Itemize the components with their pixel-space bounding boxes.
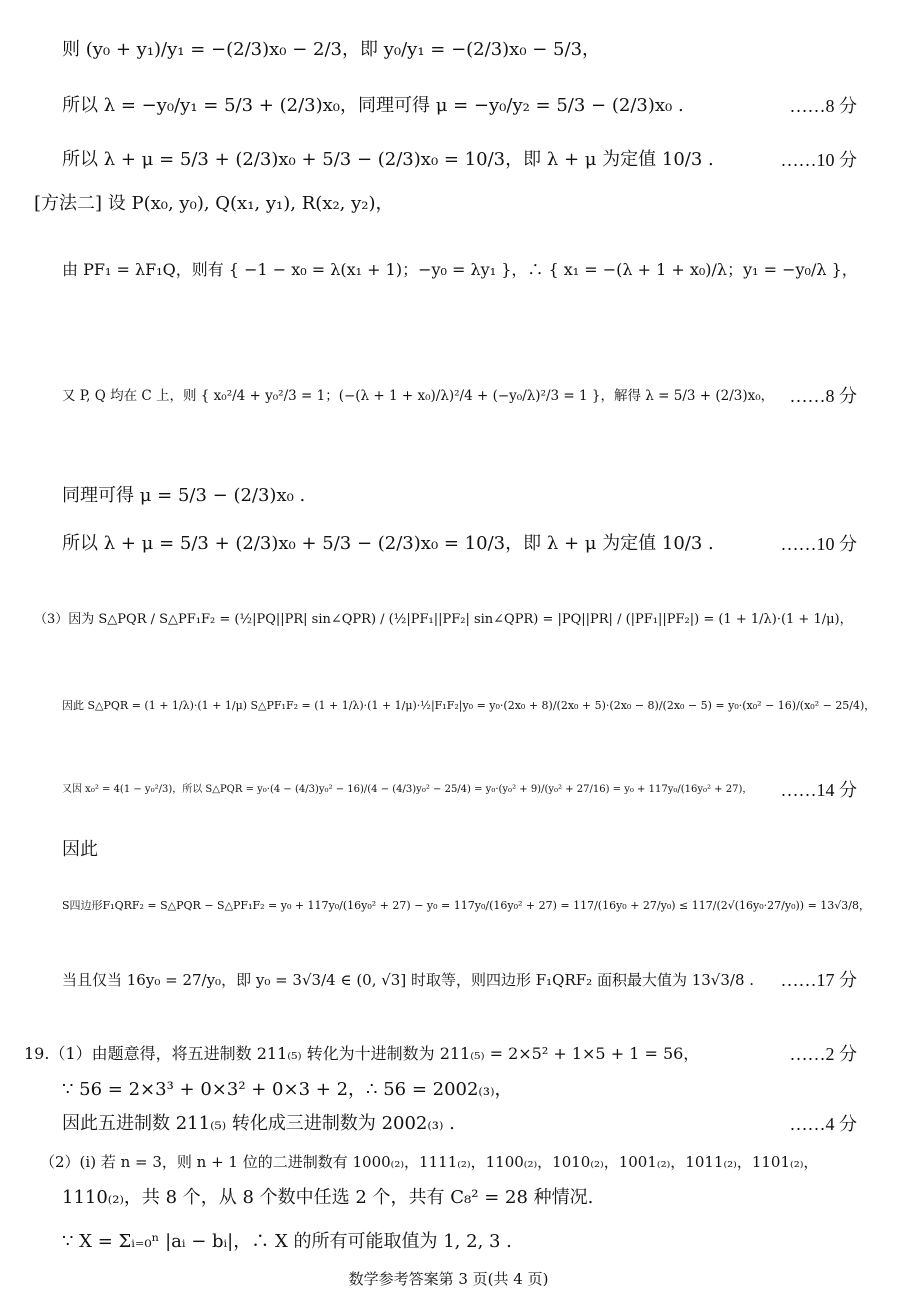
problem-19-heading: 19.（1）由题意得，将五进制数 211₍₅₎ 转化为十进制数为 211₍₅₎ = 2×5² + 1×5 + 1 = 56， (24, 1044, 700, 1063)
solution-text: （2）(i) 若 n = 3，则 n + 1 位的二进制数有 1000₍₂₎，1111₍₂₎，1100₍₂₎，1010₍₂₎，1001₍₂₎，1011₍₂₎，1101₍₂₎， (40, 1153, 819, 1171)
solution-line (0, 686, 897, 726)
score-mark: ……4 分 (789, 1114, 857, 1134)
solution-line (0, 86, 897, 126)
solution-text: 所以 λ = −y₀/y₁ = 5/3 + (2/3)x₀，同理可得 μ = −y₀/y₂ = 5/3 − (2/3)x₀ . (62, 95, 684, 116)
score-mark: ……10 分 (780, 534, 857, 554)
solution-line (0, 524, 897, 564)
solution-text: 因此五进制数 211₍₅₎ 转化成三进制数为 2002₍₃₎ . (62, 1113, 455, 1134)
solution-line (0, 1142, 897, 1182)
score-mark: ……17 分 (780, 970, 857, 990)
solution-text: 同理可得 μ = 5/3 − (2/3)x₀ . (62, 485, 306, 506)
solution-text: 1110₍₂₎，共 8 个，从 8 个数中任选 2 个，共有 C₈² = 28 种情况. (62, 1187, 594, 1208)
score-mark: ……10 分 (780, 150, 857, 170)
solution-text: 当且仅当 16y₀ = 27/y₀，即 y₀ = 3√3/4 ∈ (0, √3] 时取等，则四边形 F₁QRF₂ 面积最大值为 13√3/8 . (62, 971, 755, 989)
solution-line (0, 770, 897, 810)
solution-text: S四边形F₁QRF₂ = S△PQR − S△PF₁F₂ = y₀ + 117y₀/(16y₀² + 27) − y₀ = 117y₀/(16y₀² + 27) = 117/(16y₀ + 27/y₀) ≤ 117/(2√(16y₀·27/y₀)) = 13√3/8， (62, 899, 871, 912)
solution-text: 则 (y₀ + y₁)/y₁ = −(2/3)x₀ − 2/3，即 y₀/y₁ = −(2/3)x₀ − 5/3， (62, 39, 601, 60)
solution-text: ∵ X = Σᵢ₌₀ⁿ |aᵢ − bᵢ|，∴ X 的所有可能取值为 1, 2, 3 . (62, 1231, 512, 1252)
page-footer: 数学参考答案第 3 页(共 4 页) (348, 1270, 549, 1288)
solution-line (0, 1178, 897, 1218)
solution-line (0, 1104, 897, 1144)
solution-line (0, 600, 897, 640)
solution-text: 因此 (62, 839, 98, 860)
score-mark: ……8 分 (789, 96, 857, 116)
solution-text: ∵ 56 = 2×3³ + 0×3² + 0×3 + 2，∴ 56 = 2002₍₃₎， (62, 1079, 513, 1100)
solution-line (0, 830, 897, 870)
solution-text: 由 PF₁ = λF₁Q，则有 { −1 − x₀ = λ(x₁ + 1)；−y₀ = λy₁ }，∴ { x₁ = −(λ + 1 + x₀)/λ；y₁ = −y₀/λ }， (62, 260, 858, 279)
solution-line (0, 376, 897, 416)
solution-line (0, 886, 897, 926)
score-mark: ……2 分 (789, 1044, 857, 1064)
solution-text: 又因 x₀² = 4(1 − y₀²/3)，所以 S△PQR = y₀·(4 − (4/3)y₀² − 16)/(4 − (4/3)y₀² − 25/4) = y₀·(y₀² + 9)/(y₀² + 27/16) = y₀ + 117y₀/(16y₀² + 27)， (62, 784, 753, 795)
solution-line (0, 1034, 897, 1074)
score-mark: ……8 分 (789, 386, 857, 406)
solution-text: 所以 λ + μ = 5/3 + (2/3)x₀ + 5/3 − (2/3)x₀ = 10/3，即 λ + μ 为定值 10/3 . (62, 149, 714, 170)
solution-line (0, 1222, 897, 1262)
method-two-heading: [方法二] 设 P(x₀, y₀), Q(x₁, y₁), R(x₂, y₂)， (34, 193, 394, 214)
solution-text: （3）因为 S△PQR / S△PF₁F₂ = (½|PQ||PR| sin∠QPR) / (½|PF₁||PF₂| sin∠QPR) = |PQ||PR| / (|PF₁||PF₂|) = (1 + 1/λ)·(1 + 1/μ)， (34, 612, 853, 627)
solution-text: 所以 λ + μ = 5/3 + (2/3)x₀ + 5/3 − (2/3)x₀ = 10/3，即 λ + μ 为定值 10/3 . (62, 533, 714, 554)
solution-line (0, 30, 897, 70)
solution-line (0, 140, 897, 180)
score-mark: ……14 分 (780, 780, 857, 800)
solution-line (0, 184, 897, 224)
solution-text: 因此 S△PQR = (1 + 1/λ)·(1 + 1/μ) S△PF₁F₂ = (1 + 1/λ)·(1 + 1/μ)·½|F₁F₂|y₀ = y₀·(2x₀ + 8)/(2x₀ + 5)·(2x₀ − 8)/(2x₀ − 5) = y₀·(x₀² − 16)/(x₀² − 25/4)， (62, 699, 876, 712)
solution-line (0, 476, 897, 516)
solution-line (0, 250, 897, 290)
solution-text: 又 P, Q 均在 C 上，则 { x₀²/4 + y₀²/3 = 1；(−(λ + 1 + x₀)/λ)²/4 + (−y₀/λ)²/3 = 1 }，解得 λ = 5/3 + (2/3)x₀， (62, 388, 775, 404)
solution-line (0, 960, 897, 1000)
